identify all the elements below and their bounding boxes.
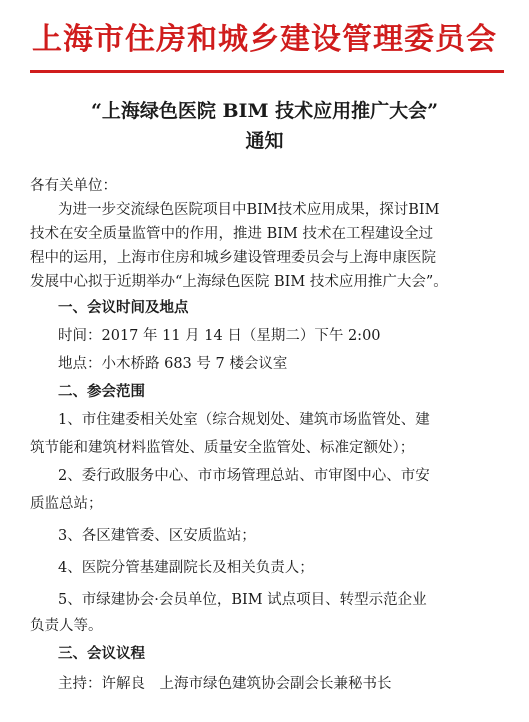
notice-subtitle: 通知: [245, 130, 284, 152]
attendee-line: 3、各区建管委、区安质监站；: [58, 528, 256, 544]
intro-line: 发展中心拟于近期举办“上海绿色医院 BIM 技术应用推广大会”。: [30, 274, 448, 290]
host-line: 主持：许解良 上海市绿色建筑协会副会长兼秘书长: [58, 676, 392, 692]
salutation: 各有关单位：: [30, 178, 117, 194]
intro-line: 技术在安全质量监管中的作用，推进 BIM 技术在工程建设全过: [30, 226, 433, 242]
section-heading-attendees: 二、参会范围: [58, 383, 145, 400]
organization-header: 上海市住房和城乡建设管理委员会: [32, 22, 497, 57]
intro-line: 程中的运用，上海市住房和城乡建设管理委员会与上海申康医院: [30, 250, 436, 266]
meeting-place: 地点：小木桥路 683 号 7 楼会议室: [58, 356, 288, 372]
intro-line: 为进一步交流绿色医院项目中BIM技术应用成果，探讨BIM: [58, 202, 440, 218]
meeting-time: 时间：2017 年 11 月 14 日（星期二）下午 2:00: [58, 328, 381, 344]
attendee-line: 负责人等。: [30, 618, 103, 634]
notice-title: “上海绿色医院 BIM 技术应用推广大会”: [90, 100, 439, 122]
attendee-line: 2、委行政服务中心、市市场管理总站、市审图中心、市安: [58, 468, 430, 484]
section-heading-agenda: 三、会议议程: [58, 645, 145, 662]
attendee-line: 1、市住建委相关处室（综合规划处、建筑市场监管处、建: [58, 412, 430, 428]
attendee-line: 质监总站；: [30, 496, 103, 512]
attendee-line: 5、市绿建协会·会员单位，BIM 试点项目、转型示范企业: [58, 592, 427, 608]
section-heading-time-place: 一、会议时间及地点: [58, 299, 189, 316]
attendee-line: 4、医院分管基建副院长及相关负责人；: [58, 560, 314, 576]
attendee-line: 筑节能和建筑材料监管处、质量安全监管处、标准定额处）；: [30, 440, 415, 456]
header-red-rule: [30, 70, 504, 73]
